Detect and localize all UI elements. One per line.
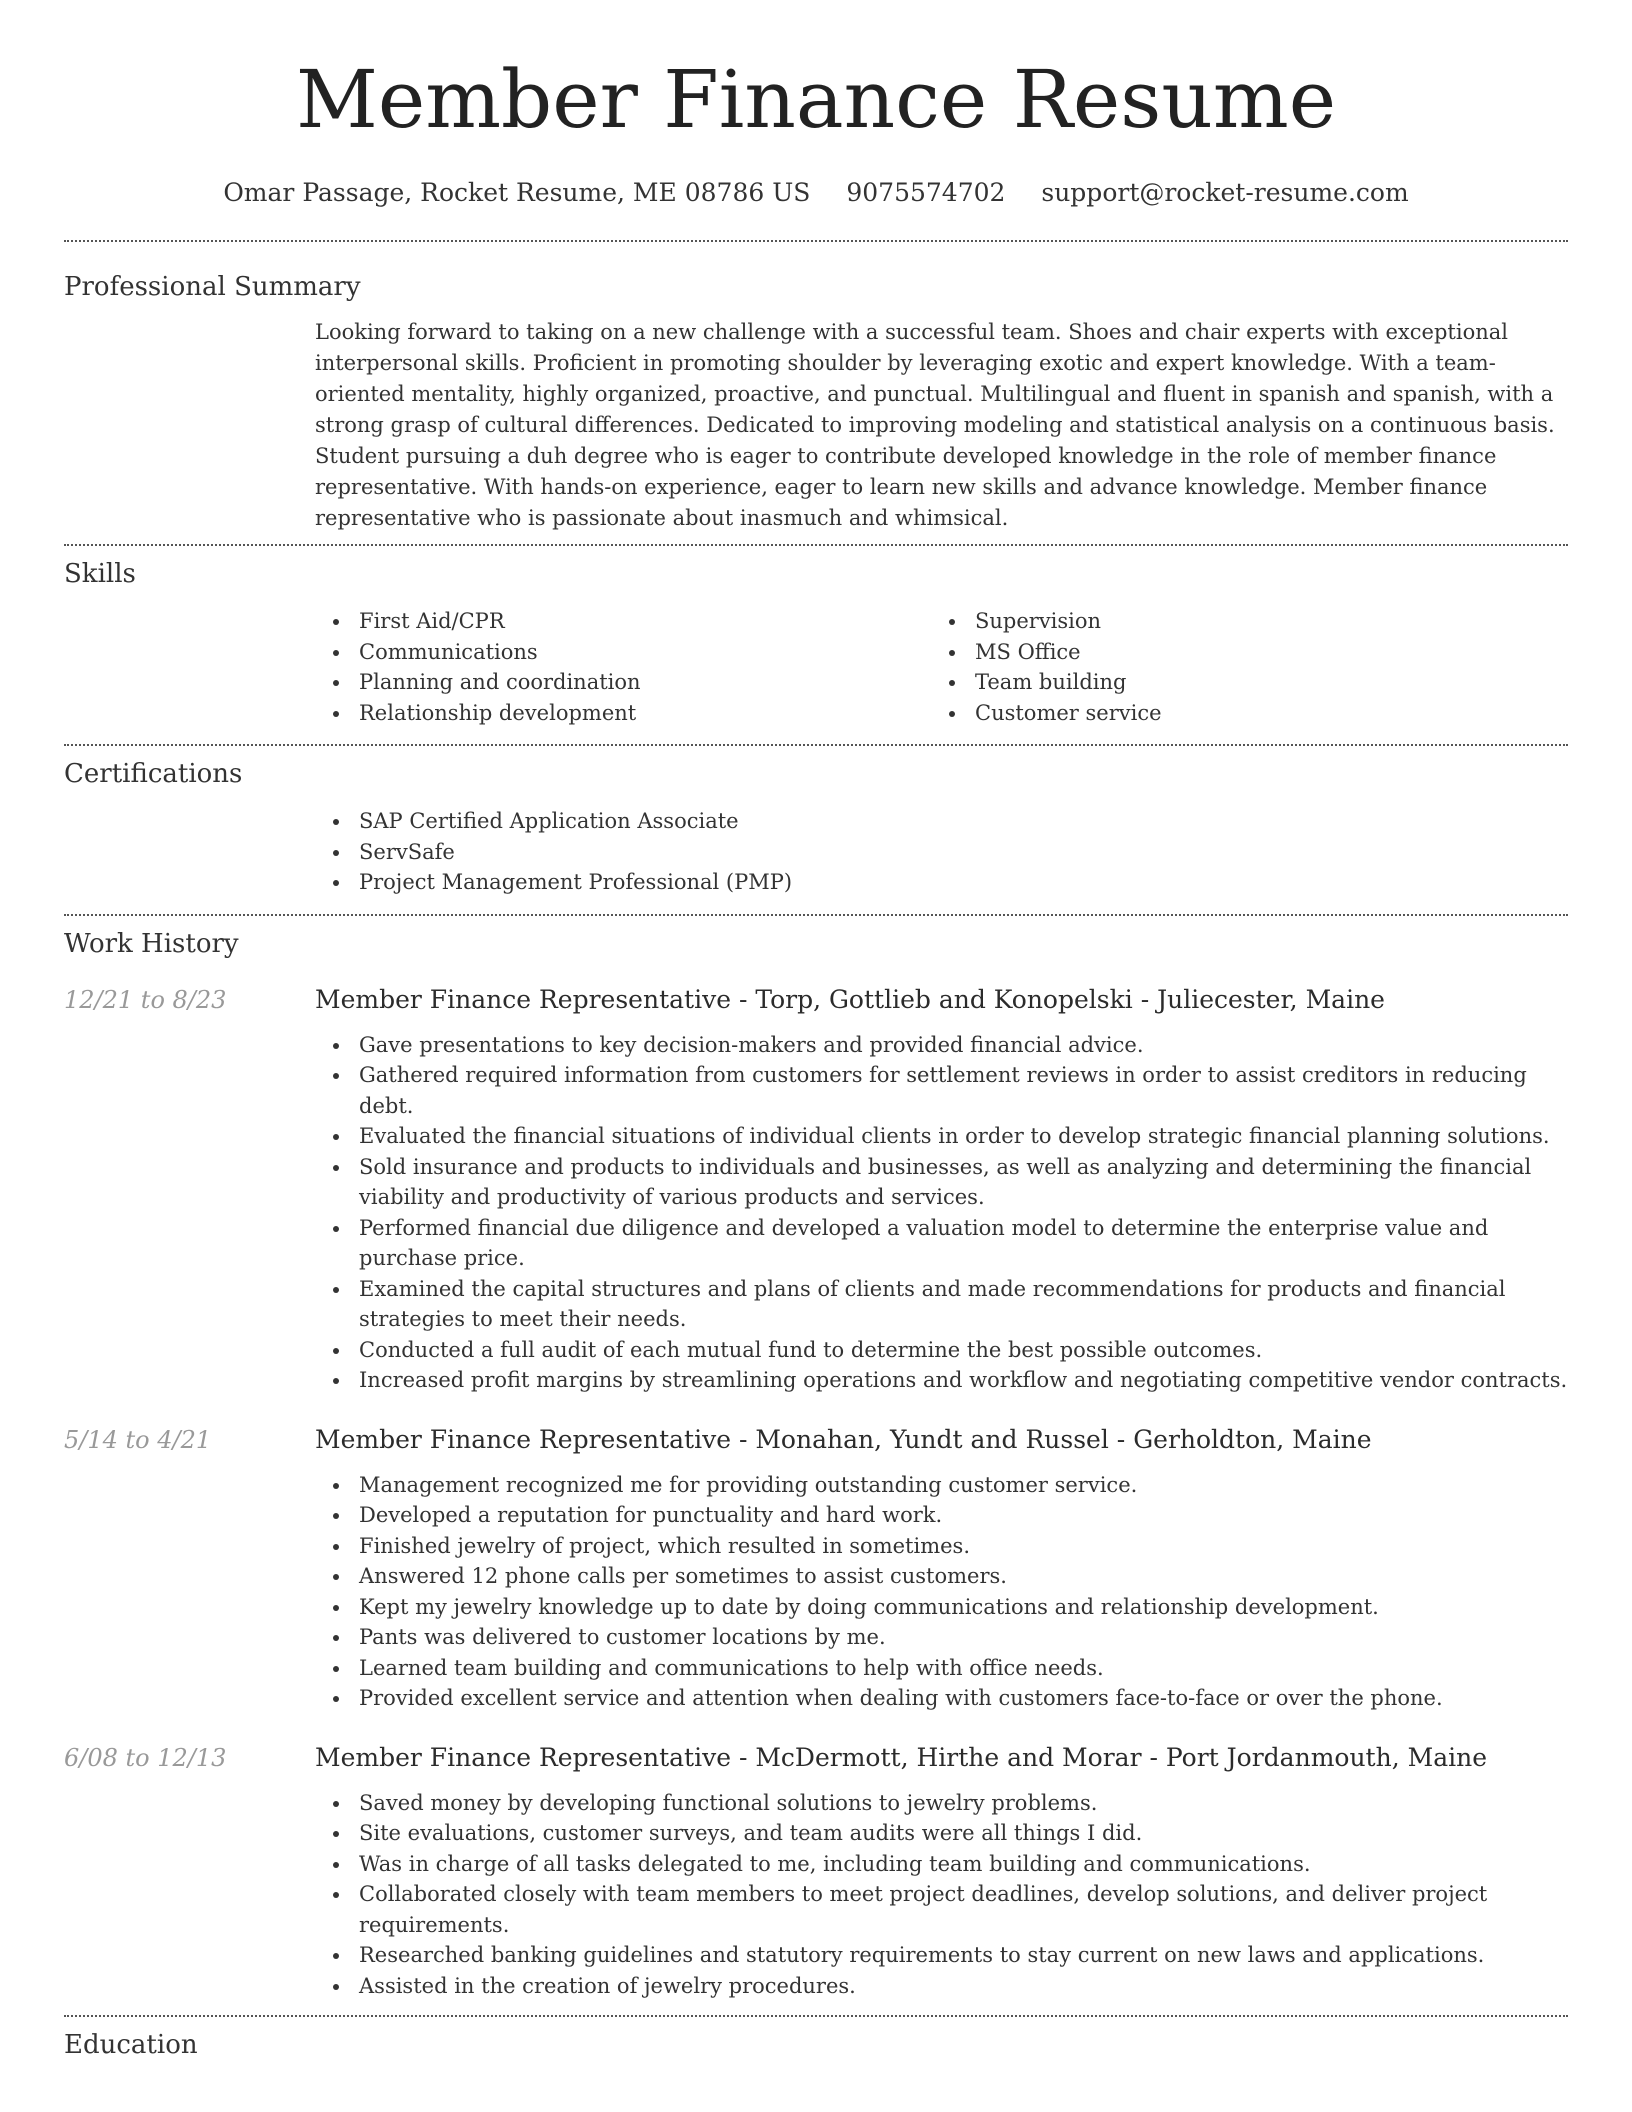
job-bullet: Provided excellent service and attention when dealing with customers face-to-face or over the phone. bbox=[315, 1683, 1568, 1714]
job-dates: 5/14 to 4/21 bbox=[64, 1425, 212, 1454]
job-details bbox=[315, 1422, 1568, 1714]
skill-item: Customer service bbox=[931, 698, 1547, 729]
certification-item: Project Management Professional (PMP) bbox=[315, 867, 1568, 898]
job-title: Member Finance Representative - Monahan, Yundt and Russel - Gerholdton, Maine bbox=[315, 1424, 1372, 1454]
job-bullet: Answered 12 phone calls per sometimes to assist customers. bbox=[315, 1561, 1568, 1592]
job-bullet: Saved money by developing functional solutions to jewelry problems. bbox=[315, 1788, 1568, 1819]
contact-phone: 9075574702 bbox=[846, 178, 1006, 207]
job-bullet: Conducted a full audit of each mutual fund to determine the best possible outcomes. bbox=[315, 1335, 1568, 1366]
contact-line bbox=[0, 176, 1632, 210]
job-details bbox=[315, 1740, 1568, 2002]
job-bullet: Sold insurance and products to individuals and businesses, as well as analyzing and determining the financial viability and productivity of various products and services. bbox=[315, 1152, 1568, 1213]
job-bullet: Learned team building and communications to help with office needs. bbox=[315, 1653, 1568, 1684]
certifications-list bbox=[315, 806, 1568, 898]
job-bullet: Kept my jewelry knowledge up to date by doing communications and relationship development. bbox=[315, 1592, 1568, 1623]
section-divider bbox=[64, 544, 1568, 546]
job-bullets bbox=[315, 1788, 1568, 2002]
section-divider bbox=[64, 744, 1568, 746]
skill-item: Team building bbox=[931, 667, 1547, 698]
job-dates: 12/21 to 8/23 bbox=[64, 985, 227, 1014]
summary-text: Looking forward to taking on a new challenge with a successful team. Shoes and chair experts with exceptional interpersonal skills. Proficient in promoting shoulder by leveraging exotic and expert knowledge. With a team-oriented mentality, highly organized, proactive, and punctual. Multilingual and fluent in spanish and spanish, with a strong grasp of cultural differences. Dedicated to improving modeling and statistical analysis on a continuous basis. Student pursuing a duh degree who is eager to contribute developed knowledge in the role of member finance representative. With hands-on experience, eager to learn new skills and advance knowledge. Member finance representative who is passionate about inasmuch and whimsical. bbox=[315, 320, 1555, 530]
skills-heading: Skills bbox=[64, 559, 136, 589]
job-bullet: Performed financial due diligence and developed a valuation model to determine the enterprise value and purchase price. bbox=[315, 1213, 1568, 1274]
resume-title: Member Finance Resume bbox=[295, 53, 1337, 146]
job-title: Member Finance Representative - Torp, Gottlieb and Konopelski - Juliecester, Maine bbox=[315, 984, 1385, 1014]
skills-column-right bbox=[931, 606, 1547, 728]
job-entry bbox=[64, 1422, 1568, 1714]
certification-item: SAP Certified Application Associate bbox=[315, 806, 1568, 837]
job-entry bbox=[64, 1740, 1568, 2002]
skill-item: First Aid/CPR bbox=[315, 606, 931, 637]
job-dates: 6/08 to 12/13 bbox=[64, 1743, 227, 1772]
job-bullets bbox=[315, 1030, 1568, 1396]
skill-item: Supervision bbox=[931, 606, 1547, 637]
job-bullet: Gathered required information from customers for settlement reviews in order to assist creditors in reducing debt. bbox=[315, 1060, 1568, 1121]
skill-item: Communications bbox=[315, 637, 931, 668]
job-bullet: Collaborated closely with team members to meet project deadlines, develop solutions, and deliver project requirements. bbox=[315, 1879, 1568, 1940]
job-bullet: Examined the capital structures and plans of clients and made recommendations for products and financial strategies to meet their needs. bbox=[315, 1274, 1568, 1335]
job-bullet: Was in charge of all tasks delegated to me, including team building and communications. bbox=[315, 1849, 1568, 1880]
contact-address: Omar Passage, Rocket Resume, ME 08786 US bbox=[223, 178, 811, 207]
education-heading: Education bbox=[64, 2030, 198, 2060]
job-bullet: Management recognized me for providing outstanding customer service. bbox=[315, 1470, 1568, 1501]
skills-list bbox=[315, 606, 1568, 728]
job-bullet: Gave presentations to key decision-makers and provided financial advice. bbox=[315, 1030, 1568, 1061]
resume-header bbox=[0, 0, 1632, 210]
job-bullet: Evaluated the financial situations of individual clients in order to develop strategic financial planning solutions. bbox=[315, 1121, 1568, 1152]
job-bullet: Assisted in the creation of jewelry procedures. bbox=[315, 1971, 1568, 2002]
job-bullet: Researched banking guidelines and statutory requirements to stay current on new laws and applications. bbox=[315, 1940, 1568, 1971]
job-bullet: Increased profit margins by streamlining operations and workflow and negotiating competitive vendor contracts. bbox=[315, 1365, 1568, 1396]
contact-email: support@rocket-resume.com bbox=[1041, 178, 1409, 207]
header-divider bbox=[64, 240, 1568, 242]
section-divider bbox=[64, 914, 1568, 916]
job-bullet: Developed a reputation for punctuality and hard work. bbox=[315, 1500, 1568, 1531]
job-bullets bbox=[315, 1470, 1568, 1714]
certifications-heading: Certifications bbox=[64, 759, 243, 789]
skill-item: MS Office bbox=[931, 637, 1547, 668]
job-title: Member Finance Representative - McDermott, Hirthe and Morar - Port Jordanmouth, Maine bbox=[315, 1742, 1487, 1772]
job-bullet: Finished jewelry of project, which resulted in sometimes. bbox=[315, 1531, 1568, 1562]
job-bullet: Pants was delivered to customer locations by me. bbox=[315, 1622, 1568, 1653]
certification-item: ServSafe bbox=[315, 837, 1568, 868]
skill-item: Planning and coordination bbox=[315, 667, 931, 698]
summary-heading: Professional Summary bbox=[64, 272, 361, 302]
skill-item: Relationship development bbox=[315, 698, 931, 729]
work-history-heading: Work History bbox=[64, 928, 239, 959]
job-bullet: Site evaluations, customer surveys, and team audits were all things I did. bbox=[315, 1818, 1568, 1849]
section-divider bbox=[64, 2015, 1568, 2017]
job-details bbox=[315, 982, 1568, 1396]
job-entry bbox=[64, 982, 1568, 1396]
skills-column-left bbox=[315, 606, 931, 728]
